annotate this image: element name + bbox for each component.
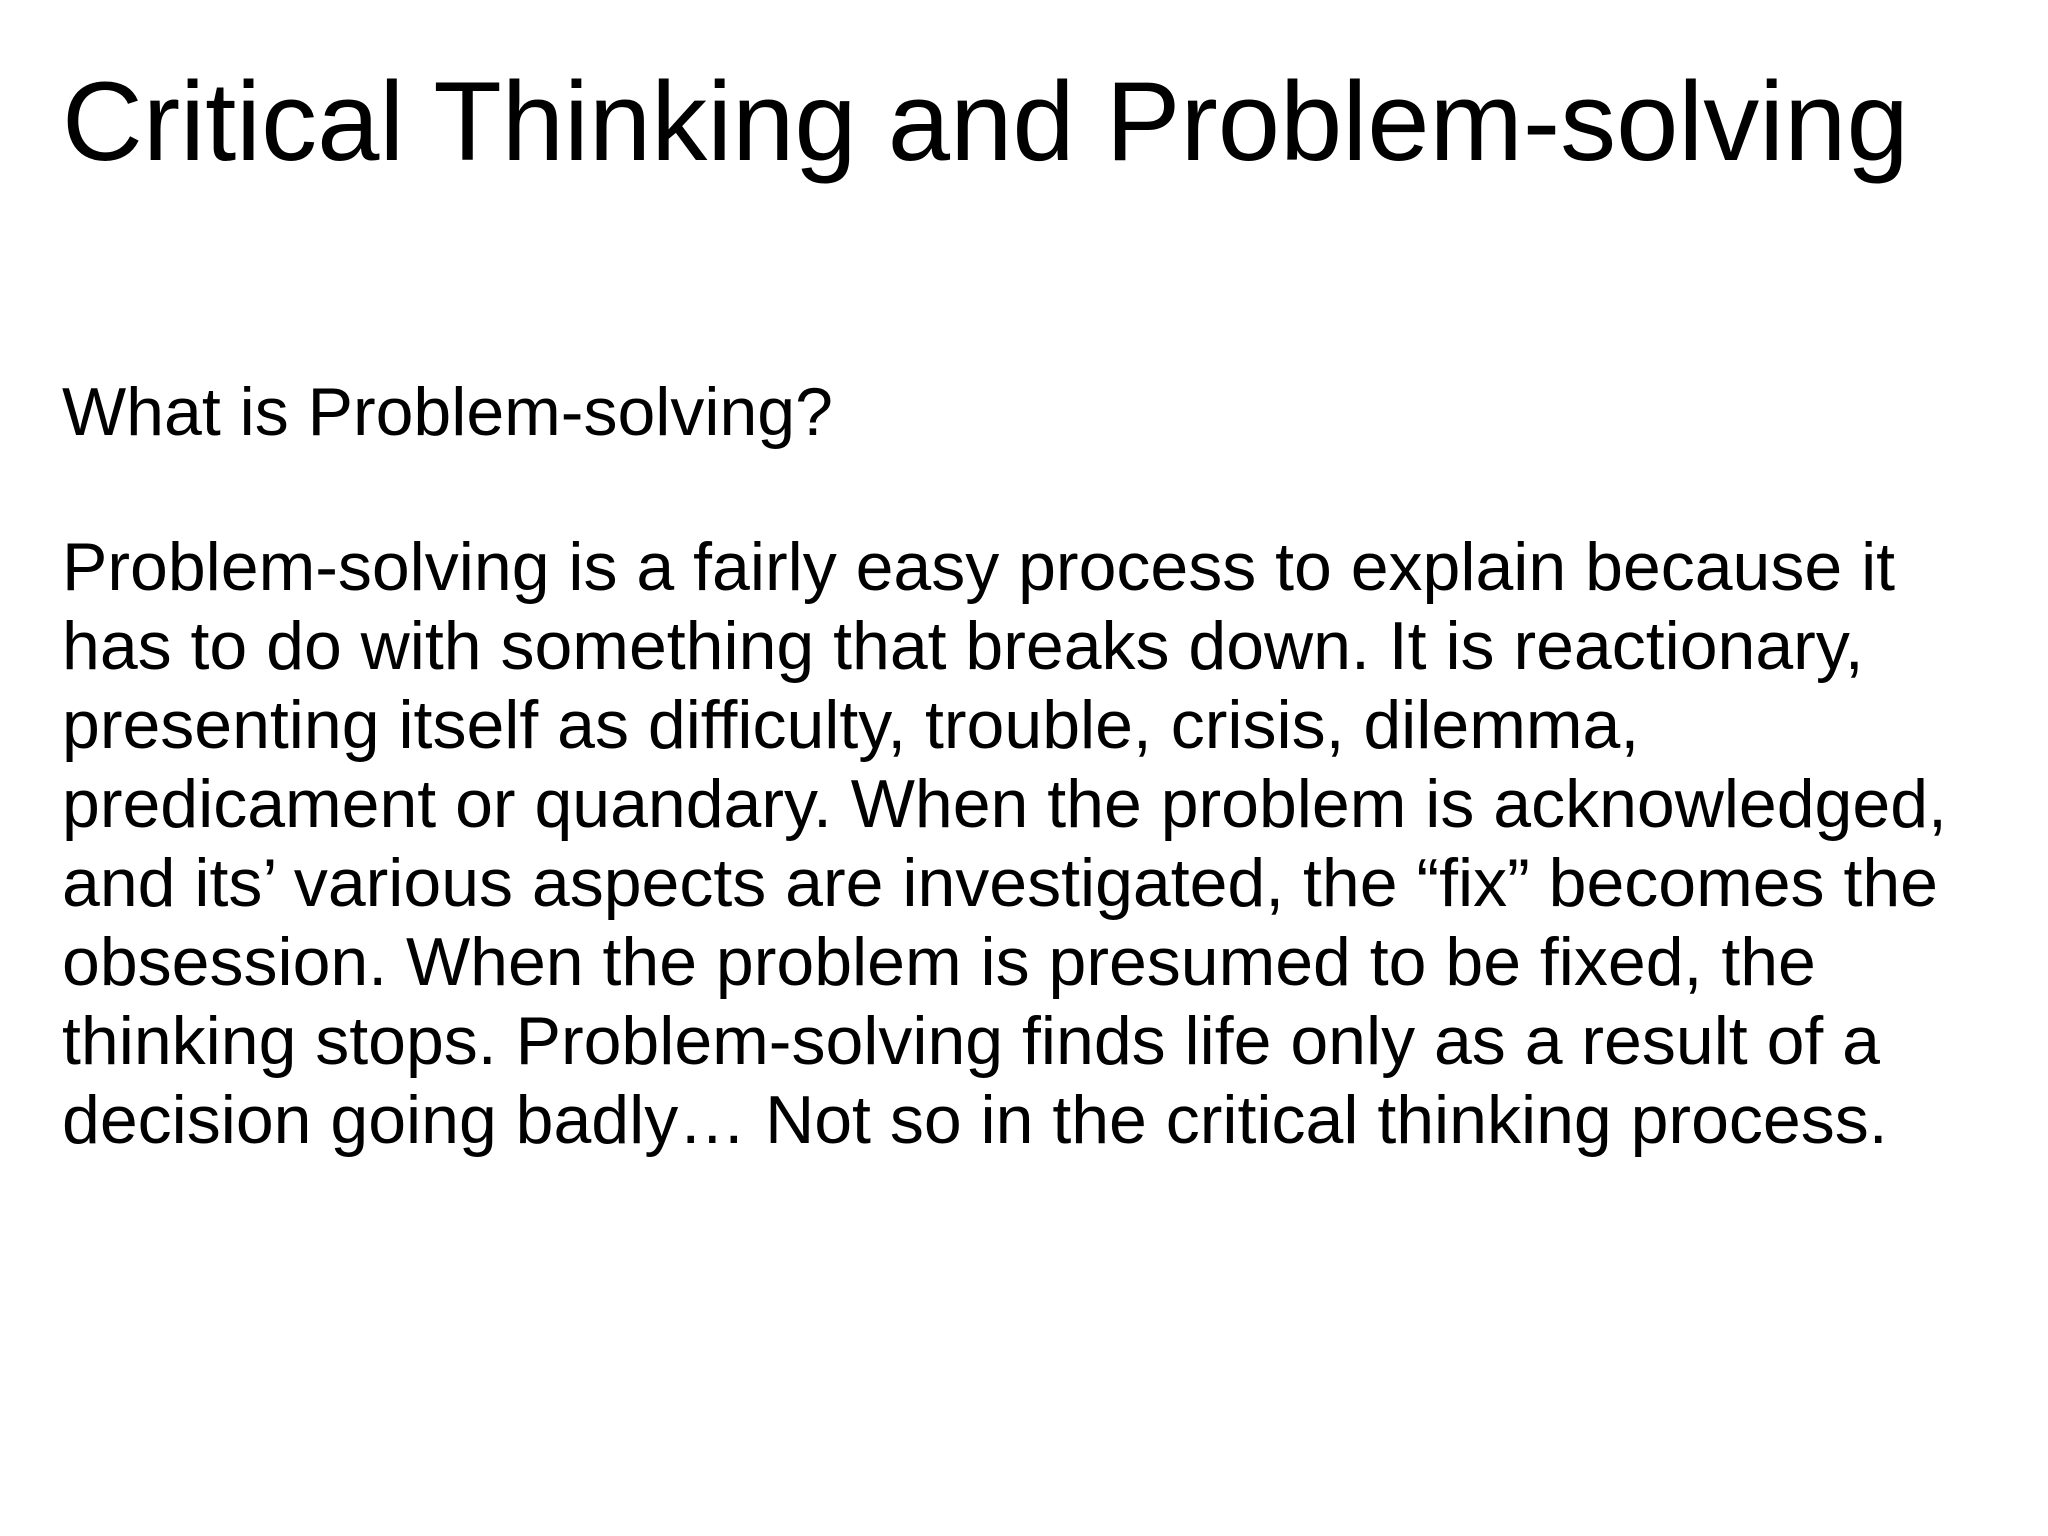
body-line: obsession. When the problem is presumed to be fixed, the bbox=[62, 924, 1816, 1000]
body-line: has to do with something that breaks down. It is reactionary, bbox=[62, 608, 1864, 684]
slide-body-paragraph bbox=[62, 528, 1947, 1160]
body-line: thinking stops. Problem-solving finds life only as a result of a bbox=[62, 1003, 1881, 1079]
body-line: Problem-solving is a fairly easy process to explain because it bbox=[62, 529, 1896, 605]
body-line: predicament or quandary. When the problem is acknowledged, bbox=[62, 766, 1947, 842]
body-line: and its’ various aspects are investigated, the “fix” becomes the bbox=[62, 845, 1938, 921]
body-line: presenting itself as difficulty, trouble, crisis, dilemma, bbox=[62, 687, 1640, 763]
slide-title: Critical Thinking and Problem-solving bbox=[62, 59, 1909, 184]
body-line: decision going badly… Not so in the critical thinking process. bbox=[62, 1082, 1888, 1158]
slide-subheading: What is Problem-solving? bbox=[62, 374, 833, 450]
